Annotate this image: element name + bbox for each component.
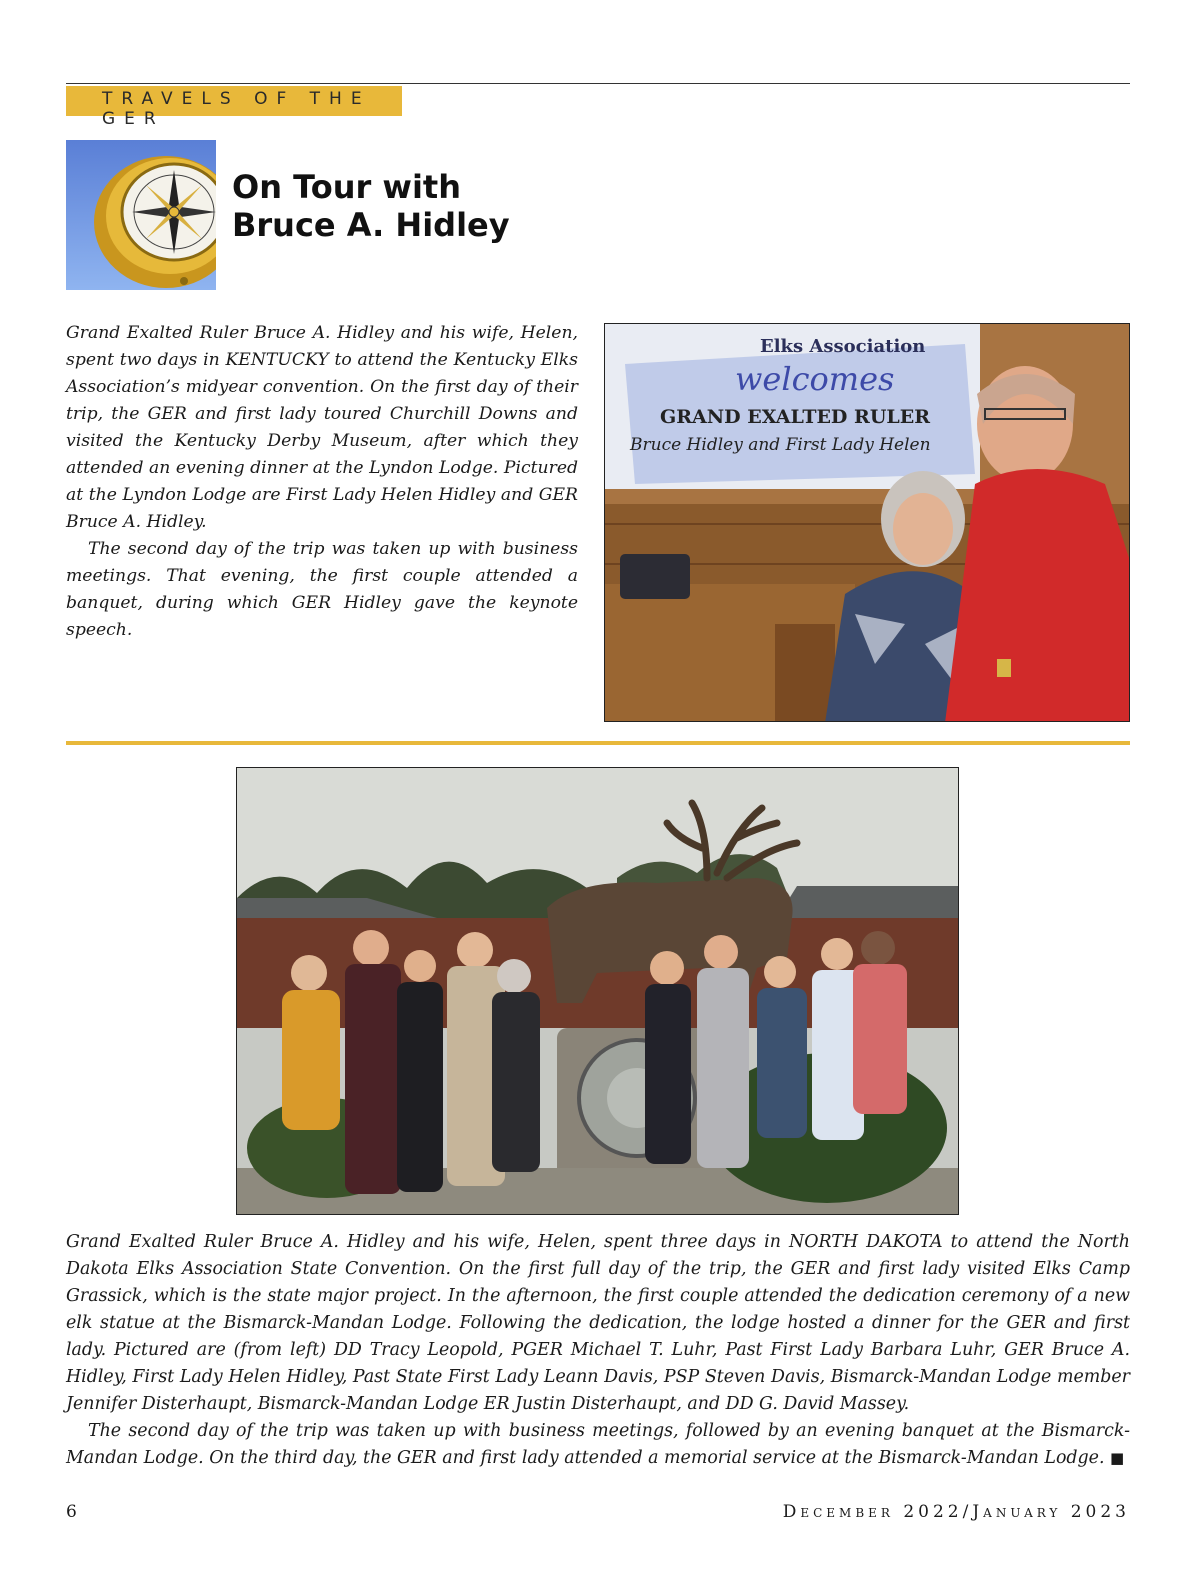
- section-divider: [66, 741, 1130, 745]
- end-of-article-mark: ■: [1110, 1449, 1125, 1467]
- kentucky-paragraph-1: Grand Exalted Ruler Bruce A. Hidley and his wife, Helen, spent two days in KENTUCKY to attend the Kentucky Elks Association’s midyear convention. On the first day of their trip, the GER and first lady toured Churchill Downs and visited the Kentucky Derby Museum, after which they attended an evening dinner at the Lyndon Lodge. Pictured at the Lyndon Lodge are First Lady Helen Hidley and GER Bruce A. Hidley.: [66, 323, 578, 532]
- kentucky-photo: [604, 323, 1130, 722]
- banner-line-2: welcomes: [735, 360, 895, 398]
- title-line-2: Bruce A. Hidley: [232, 206, 510, 244]
- banner-line-3: GRAND EXALTED RULER: [660, 406, 931, 428]
- title-line-1: On Tour with: [232, 168, 461, 206]
- issue-date: December 2022/January 2023: [782, 1502, 1130, 1522]
- section-band: [66, 86, 402, 129]
- north-dakota-paragraph-2: [66, 1418, 1130, 1472]
- north-dakota-photo: [236, 767, 959, 1215]
- page-number: 6: [66, 1502, 77, 1522]
- north-dakota-paragraph-2-text: The second day of the trip was taken up with business meetings, followed by an evening banquet at the Bismarck-Mandan Lodge. On the third day, the GER and first lady attended a memorial service at the Bismarck-Mandan Lodge.: [66, 1421, 1130, 1468]
- page-title: [232, 168, 510, 244]
- top-rule: [66, 83, 1130, 84]
- north-dakota-paragraph-1: Grand Exalted Ruler Bruce A. Hidley and his wife, Helen, spent three days in NORTH DAKOTA to attend the North Dakota Elks Association State Convention. On the first full day of the trip, the GER and first lady visited Elks Camp Grassick, which is the state major project. In the afternoon, the first couple attended the dedication ceremony of a new elk statue at the Bismarck-Mandan Lodge. Following the dedication, the lodge hosted a dinner for the GER and first lady. Pictured are (from left) DD Tracy Leopold, PGER Michael T. Luhr, Past First Lady Barbara Luhr, GER Bruce A. Hidley, First Lady Helen Hidley, Past State First Lady Leann Davis, PSP Steven Davis, Bismarck-Mandan Lodge member Jennifer Disterhaupt, Bismarck-Mandan Lodge ER Justin Disterhaupt, and DD G. David Massey.: [66, 1232, 1130, 1414]
- banner-line-1: Elks Association: [760, 336, 926, 357]
- kentucky-paragraph-2: The second day of the trip was taken up with business meetings. That evening, the first couple attended a banquet, during which GER Hidley gave the keynote speech.: [66, 539, 578, 640]
- section-label: TRAVELS OF THE GER: [102, 89, 371, 129]
- banner-line-4: Bruce Hidley and First Lady Helen: [630, 435, 931, 455]
- compass-icon: [66, 140, 216, 290]
- north-dakota-story: [66, 1229, 1130, 1472]
- kentucky-story: [66, 320, 578, 644]
